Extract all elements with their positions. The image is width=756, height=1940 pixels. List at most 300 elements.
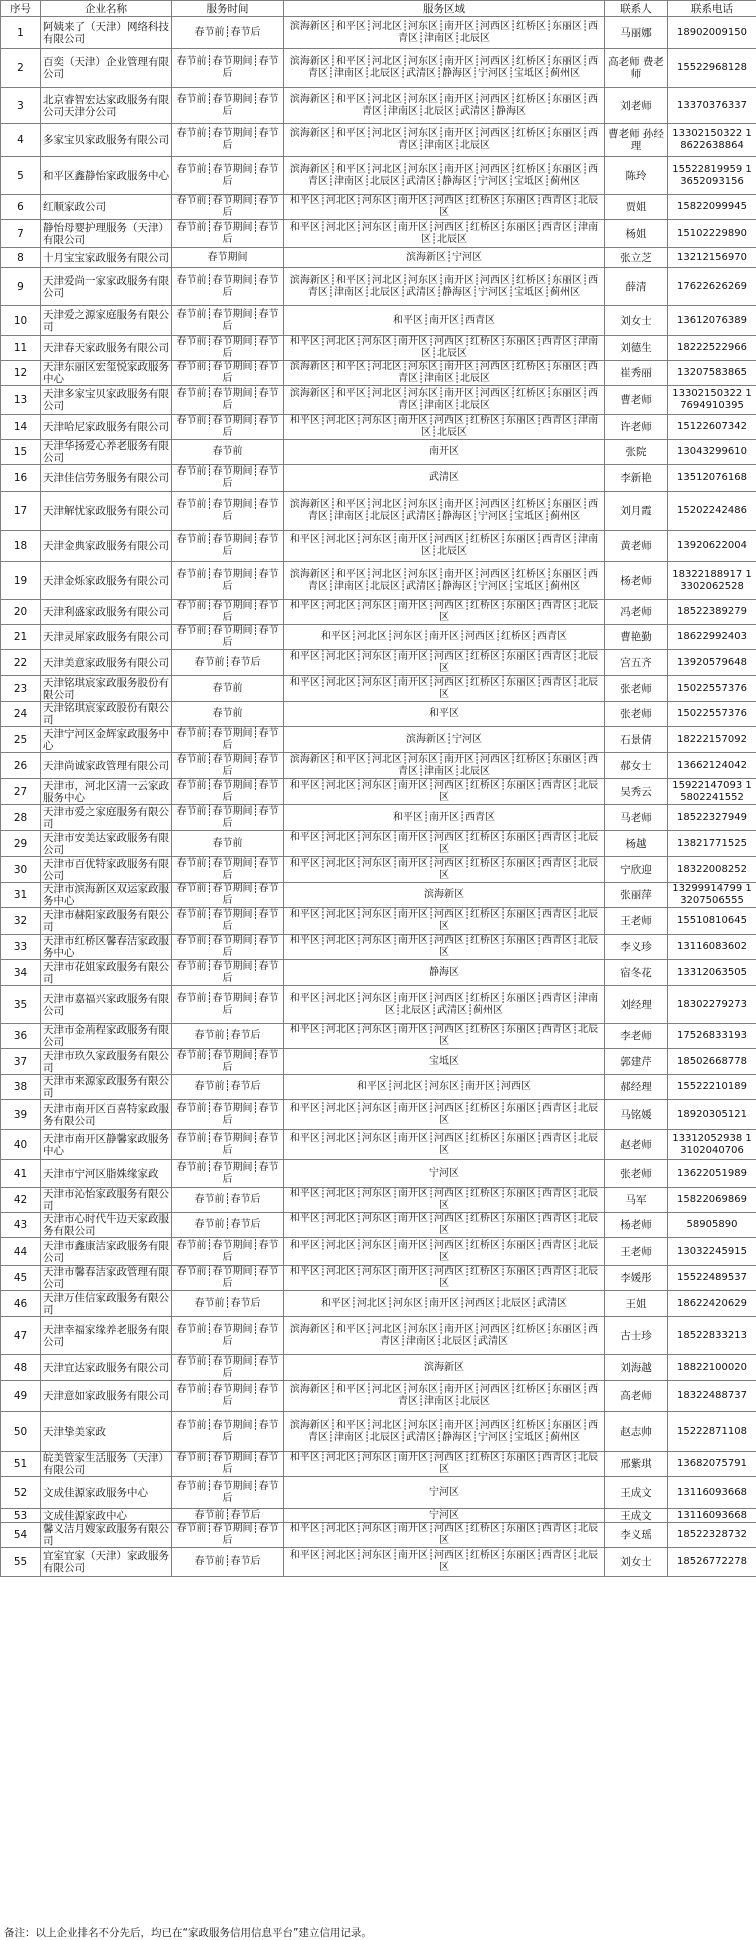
row-index: 50 — [1, 1412, 41, 1452]
service-time: 春节前┊春节后 — [172, 1024, 284, 1049]
row-index: 3 — [1, 88, 41, 124]
service-time: 春节前┊春节期间┊春节后 — [172, 1355, 284, 1381]
service-time: 春节前 — [172, 676, 284, 702]
table-row — [1, 220, 756, 248]
row-index: 36 — [1, 1024, 41, 1049]
company-name: 天津多家宝贝家政服务有限公司 — [41, 386, 172, 415]
row-index: 4 — [1, 124, 41, 157]
contact-person: 王成文 — [605, 1477, 668, 1509]
row-index: 6 — [1, 195, 41, 220]
service-area: 和平区┊河北区┊河东区┊南开区┊河西区┊红桥区┊东丽区┊西青区┊北辰区 — [284, 1213, 605, 1238]
row-index: 17 — [1, 492, 41, 531]
contact-person: 宿冬花 — [605, 960, 668, 986]
contact-phone: 18622420629 — [668, 1291, 756, 1317]
service-time: 春节前 — [172, 440, 284, 465]
service-time: 春节前┊春节期间┊春节后 — [172, 727, 284, 753]
row-index: 39 — [1, 1100, 41, 1130]
service-time: 春节前┊春节期间┊春节后 — [172, 935, 284, 960]
contact-person: 赵老师 — [605, 1130, 668, 1160]
table-row — [1, 1523, 756, 1548]
row-index: 11 — [1, 336, 41, 361]
table-row — [1, 1509, 756, 1523]
row-index: 30 — [1, 857, 41, 883]
table-row — [1, 440, 756, 465]
service-area: 滨海新区┊和平区┊河北区┊河东区┊南开区┊河西区┊红桥区┊东丽区┊西青区┊津南区┊北辰区┊武清区┊静海区┊宁河区┊宝坻区┊蓟州区 — [284, 268, 605, 306]
table-row — [1, 805, 756, 831]
row-index: 20 — [1, 600, 41, 625]
company-name: 天津市来源家政服务有限公司 — [41, 1075, 172, 1100]
company-name: 和平区鑫静怡家政服务中心 — [41, 157, 172, 195]
service-area: 滨海新区┊宁河区 — [284, 248, 605, 268]
service-time: 春节前┊春节期间┊春节后 — [172, 1238, 284, 1266]
row-index: 49 — [1, 1381, 41, 1412]
service-area: 和平区┊河北区┊河东区┊南开区┊河西区┊红桥区┊东丽区┊西青区┊北辰区 — [284, 831, 605, 857]
row-index: 14 — [1, 415, 41, 440]
contact-phone: 18302279273 — [668, 986, 756, 1024]
contact-person: 高老师 — [605, 1381, 668, 1412]
service-area: 和平区┊河北区┊河东区┊南开区┊河西区┊红桥区┊东丽区┊西青区┊北辰区 — [284, 935, 605, 960]
service-area: 南开区 — [284, 440, 605, 465]
service-area: 和平区┊河北区┊河东区┊南开区┊河西区┊红桥区┊东丽区┊西青区┊津南区┊北辰区 — [284, 336, 605, 361]
table-row — [1, 883, 756, 908]
contact-person: 许老师 — [605, 415, 668, 440]
service-area: 滨海新区┊和平区┊河北区┊河东区┊南开区┊河西区┊红桥区┊东丽区┊西青区┊津南区┊北辰区 — [284, 1381, 605, 1412]
contact-phone: 13920579648 — [668, 650, 756, 676]
table-row — [1, 1213, 756, 1238]
company-name: 天津爱之源家庭服务有限公司 — [41, 306, 172, 336]
row-index: 54 — [1, 1523, 41, 1548]
table-row — [1, 1238, 756, 1266]
service-time: 春节前┊春节后 — [172, 1213, 284, 1238]
company-name: 天津市爱之家庭服务有限公司 — [41, 805, 172, 831]
company-name: 文成佳源家政中心 — [41, 1509, 172, 1523]
company-name: 馨义洁月嫂家政服务有限公司 — [41, 1523, 172, 1548]
contact-person: 宁欣迎 — [605, 857, 668, 883]
contact-person: 杨老师 — [605, 562, 668, 600]
service-area: 和平区┊河北区┊河东区┊南开区┊河西区┊红桥区┊东丽区┊西青区┊津南区┊北辰区┊武清区┊蓟州区 — [284, 986, 605, 1024]
contact-person: 张院 — [605, 440, 668, 465]
contact-phone: 13612076389 — [668, 306, 756, 336]
table-row — [1, 1291, 756, 1317]
contact-phone: 13312063505 — [668, 960, 756, 986]
contact-person: 杨越 — [605, 831, 668, 857]
company-name: 天津尚诚家政管理有限公司 — [41, 753, 172, 779]
company-name: 天津幸福家缘养老服务有限公司 — [41, 1317, 172, 1355]
contact-phone: 13312052938 13102040706 — [668, 1130, 756, 1160]
contact-person: 马军 — [605, 1188, 668, 1213]
service-time: 春节前┊春节期间┊春节后 — [172, 1100, 284, 1130]
service-time: 春节前 — [172, 831, 284, 857]
contact-phone: 18522327949 — [668, 805, 756, 831]
table-row — [1, 650, 756, 676]
company-name: 天津利盛家政服务有限公司 — [41, 600, 172, 625]
contact-phone: 18222157092 — [668, 727, 756, 753]
service-time: 春节前┊春节期间┊春节后 — [172, 465, 284, 492]
company-name: 静怡母婴护理服务（天津）有限公司 — [41, 220, 172, 248]
service-time: 春节前┊春节期间┊春节后 — [172, 49, 284, 88]
table-row — [1, 562, 756, 600]
table-row — [1, 531, 756, 562]
contact-phone: 15822099945 — [668, 195, 756, 220]
row-index: 44 — [1, 1238, 41, 1266]
contact-phone: 13512076168 — [668, 465, 756, 492]
row-index: 26 — [1, 753, 41, 779]
row-index: 15 — [1, 440, 41, 465]
table-row — [1, 1130, 756, 1160]
contact-phone: 17526833193 — [668, 1024, 756, 1049]
service-time: 春节前┊春节期间┊春节后 — [172, 1130, 284, 1160]
service-area: 和平区┊河北区┊河东区┊南开区┊河西区┊北辰区┊武清区 — [284, 1291, 605, 1317]
table-row — [1, 1188, 756, 1213]
table-row — [1, 1160, 756, 1188]
service-area: 滨海新区┊和平区┊河北区┊河东区┊南开区┊河西区┊红桥区┊东丽区┊西青区┊津南区┊北辰区 — [284, 124, 605, 157]
service-area: 和平区┊河北区┊河东区┊南开区┊河西区┊红桥区┊东丽区┊西青区┊北辰区 — [284, 1130, 605, 1160]
service-time: 春节前┊春节期间┊春节后 — [172, 960, 284, 986]
row-index: 35 — [1, 986, 41, 1024]
contact-phone: 13821771525 — [668, 831, 756, 857]
service-time: 春节前┊春节期间┊春节后 — [172, 1523, 284, 1548]
table-row — [1, 1317, 756, 1355]
contact-person: 王老师 — [605, 908, 668, 935]
contact-phone: 17622626269 — [668, 268, 756, 306]
service-time: 春节前┊春节期间┊春节后 — [172, 415, 284, 440]
service-area: 滨海新区┊宁河区 — [284, 727, 605, 753]
contact-person: 刘老师 — [605, 88, 668, 124]
service-area: 滨海新区┊和平区┊河北区┊河东区┊南开区┊河西区┊红桥区┊东丽区┊西青区┊津南区┊北辰区 — [284, 361, 605, 386]
company-name: 天津市百优特家政服务有限公司 — [41, 857, 172, 883]
contact-person: 刘女士 — [605, 1548, 668, 1577]
contact-person: 薛清 — [605, 268, 668, 306]
contact-person: 杨老师 — [605, 1213, 668, 1238]
service-time: 春节前┊春节期间┊春节后 — [172, 986, 284, 1024]
contact-person: 张老师 — [605, 702, 668, 727]
service-time: 春节前┊春节期间┊春节后 — [172, 1049, 284, 1075]
service-area: 和平区┊河北区┊河东区┊南开区┊河西区┊红桥区┊东丽区┊西青区┊北辰区 — [284, 1188, 605, 1213]
contact-phone: 15822069869 — [668, 1188, 756, 1213]
contact-person: 郭建芹 — [605, 1049, 668, 1075]
company-name: 天津铭琪宸家政股份有限公司 — [41, 702, 172, 727]
service-time: 春节前┊春节期间┊春节后 — [172, 1452, 284, 1477]
service-time: 春节前┊春节后 — [172, 17, 284, 49]
footnote: 备注：以上企业排名不分先后，均已在“家政服务信用信息平台”建立信用记录。 — [4, 1927, 372, 1939]
contact-phone: 13299914799 13207506555 — [668, 883, 756, 908]
company-name: 天津解忧家政服务有限公司 — [41, 492, 172, 531]
company-name: 天津美意家政服务有限公司 — [41, 650, 172, 676]
contact-person: 郝女士 — [605, 753, 668, 779]
service-area: 滨海新区 — [284, 1355, 605, 1381]
contact-phone: 15122607342 — [668, 415, 756, 440]
row-index: 42 — [1, 1188, 41, 1213]
contact-person: 刘经理 — [605, 986, 668, 1024]
company-name: 天津灵犀家政服务有限公司 — [41, 625, 172, 650]
service-area: 和平区┊河北区┊河东区┊南开区┊河西区┊红桥区┊东丽区┊西青区┊北辰区 — [284, 1266, 605, 1291]
service-area: 和平区┊河北区┊河东区┊南开区┊河西区┊红桥区┊东丽区┊西青区┊津南区┊北辰区 — [284, 415, 605, 440]
company-name: 宜室宜家（天津）家政服务有限公司 — [41, 1548, 172, 1577]
contact-phone: 13207583865 — [668, 361, 756, 386]
table-row — [1, 1452, 756, 1477]
row-index: 33 — [1, 935, 41, 960]
row-index: 55 — [1, 1548, 41, 1577]
table-row — [1, 1266, 756, 1291]
service-area: 和平区┊河北区┊河东区┊南开区┊河西区┊红桥区┊东丽区┊西青区┊北辰区 — [284, 600, 605, 625]
table-row — [1, 702, 756, 727]
company-name: 天津东丽区宏玺悦家政服务中心 — [41, 361, 172, 386]
service-area: 和平区┊河北区┊河东区┊南开区┊河西区┊红桥区┊东丽区┊西青区┊津南区┊北辰区 — [284, 220, 605, 248]
header-service-area: 服务区域 — [284, 1, 605, 17]
table-row — [1, 676, 756, 702]
company-name: 天津铭琪宸家政服务股份有限公司 — [41, 676, 172, 702]
contact-phone: 18522328732 — [668, 1523, 756, 1548]
company-name: 多家宝贝家政服务有限公司 — [41, 124, 172, 157]
company-name: 天津挚美家政 — [41, 1412, 172, 1452]
contact-person: 刘月霞 — [605, 492, 668, 531]
service-time: 春节前┊春节期间┊春节后 — [172, 1477, 284, 1509]
row-index: 29 — [1, 831, 41, 857]
table-row — [1, 17, 756, 49]
table-row — [1, 753, 756, 779]
contact-person: 崔秀丽 — [605, 361, 668, 386]
contact-person: 王姐 — [605, 1291, 668, 1317]
table-row — [1, 88, 756, 124]
company-name: 天津宜达家政服务有限公司 — [41, 1355, 172, 1381]
table-row — [1, 1100, 756, 1130]
table-row — [1, 1548, 756, 1577]
contact-person: 邢紫琪 — [605, 1452, 668, 1477]
service-time: 春节前┊春节期间┊春节后 — [172, 600, 284, 625]
service-area: 和平区┊河北区┊河东区┊南开区┊河西区┊红桥区┊东丽区┊西青区┊北辰区 — [284, 195, 605, 220]
contact-phone: 18322488737 — [668, 1381, 756, 1412]
contact-person: 曹老师 — [605, 386, 668, 415]
service-time: 春节前┊春节期间┊春节后 — [172, 336, 284, 361]
company-name: 北京睿智宏达家政服务有限公司天津分公司 — [41, 88, 172, 124]
header-contact: 联系人 — [605, 1, 668, 17]
contact-phone: 13043299610 — [668, 440, 756, 465]
table-header-row — [1, 1, 756, 17]
service-time: 春节前┊春节期间┊春节后 — [172, 306, 284, 336]
contact-phone: 13622051989 — [668, 1160, 756, 1188]
service-time: 春节前┊春节期间┊春节后 — [172, 779, 284, 805]
service-time: 春节前┊春节期间┊春节后 — [172, 531, 284, 562]
service-area: 和平区┊河北区┊河东区┊南开区┊河西区┊红桥区┊东丽区┊西青区┊北辰区 — [284, 1024, 605, 1049]
contact-phone: 18822100020 — [668, 1355, 756, 1381]
header-company: 企业名称 — [41, 1, 172, 17]
contact-phone: 15922147093 15802241552 — [668, 779, 756, 805]
contact-person: 李媛彤 — [605, 1266, 668, 1291]
row-index: 43 — [1, 1213, 41, 1238]
service-area: 和平区┊南开区┊西青区 — [284, 306, 605, 336]
table-row — [1, 779, 756, 805]
contact-phone: 13662124042 — [668, 753, 756, 779]
header-index: 序号 — [1, 1, 41, 17]
row-index: 37 — [1, 1049, 41, 1075]
row-index: 23 — [1, 676, 41, 702]
table-row — [1, 49, 756, 88]
service-time: 春节前┊春节期间┊春节后 — [172, 753, 284, 779]
contact-person: 赵志帅 — [605, 1412, 668, 1452]
contact-phone: 15022557376 — [668, 702, 756, 727]
table-row — [1, 727, 756, 753]
service-time: 春节前┊春节后 — [172, 1188, 284, 1213]
company-name: 天津市心时代牛边天家政服务有限公司 — [41, 1213, 172, 1238]
contact-person: 杨姐 — [605, 220, 668, 248]
contact-person: 陈玲 — [605, 157, 668, 195]
service-time: 春节前┊春节期间┊春节后 — [172, 268, 284, 306]
contact-person: 张老师 — [605, 1160, 668, 1188]
company-name: 十月宝宝家政服务有限公司 — [41, 248, 172, 268]
contact-phone: 13682075791 — [668, 1452, 756, 1477]
service-time: 春节前┊春节期间┊春节后 — [172, 1381, 284, 1412]
company-name: 天津华扬爱心养老服务有限公司 — [41, 440, 172, 465]
company-name: 天津市鑫康洁家政服务有限公司 — [41, 1238, 172, 1266]
service-area: 滨海新区┊和平区┊河北区┊河东区┊南开区┊河西区┊红桥区┊东丽区┊西青区┊津南区┊北辰区┊武清区┊静海区 — [284, 88, 605, 124]
contact-phone: 18522833213 — [668, 1317, 756, 1355]
service-time: 春节前┊春节期间┊春节后 — [172, 124, 284, 157]
contact-phone: 13302150322 18622638864 — [668, 124, 756, 157]
row-index: 12 — [1, 361, 41, 386]
contact-phone: 18920305121 — [668, 1100, 756, 1130]
table-row — [1, 1024, 756, 1049]
company-name: 天津意如家政服务有限公司 — [41, 1381, 172, 1412]
service-time: 春节前┊春节期间┊春节后 — [172, 883, 284, 908]
company-name: 天津市沁怡家政服务有限公司 — [41, 1188, 172, 1213]
service-area: 滨海新区┊和平区┊河北区┊河东区┊南开区┊河西区┊红桥区┊东丽区┊西青区┊津南区┊北辰区┊武清区┊静海区┊宁河区┊宝坻区┊蓟州区 — [284, 49, 605, 88]
table-row — [1, 306, 756, 336]
contact-phone: 18322008252 — [668, 857, 756, 883]
table-row — [1, 1412, 756, 1452]
service-time: 春节前┊春节期间┊春节后 — [172, 562, 284, 600]
contact-person: 高老师 费老师 — [605, 49, 668, 88]
service-area: 和平区┊河北区┊河东区┊南开区┊河西区┊红桥区┊东丽区┊西青区┊北辰区 — [284, 1523, 605, 1548]
row-index: 31 — [1, 883, 41, 908]
contact-phone: 13116093668 — [668, 1477, 756, 1509]
contact-person: 冯老师 — [605, 600, 668, 625]
service-area: 和平区┊河北区┊河东区┊南开区┊河西区┊红桥区┊东丽区┊西青区┊北辰区 — [284, 908, 605, 935]
service-area: 滨海新区 — [284, 883, 605, 908]
row-index: 13 — [1, 386, 41, 415]
company-name: 文成佳源家政服务中心 — [41, 1477, 172, 1509]
table-row — [1, 492, 756, 531]
company-name: 天津哈尼家政服务有限公司 — [41, 415, 172, 440]
contact-phone: 15022557376 — [668, 676, 756, 702]
table-row — [1, 960, 756, 986]
contact-person: 刘德生 — [605, 336, 668, 361]
company-name: 天津市滨海新区双运家政服务中心 — [41, 883, 172, 908]
row-index: 8 — [1, 248, 41, 268]
service-area: 滨海新区┊和平区┊河北区┊河东区┊南开区┊河西区┊红桥区┊东丽区┊西青区┊津南区┊北辰区┊武清区┊静海区┊宁河区┊宝坻区┊蓟州区 — [284, 492, 605, 531]
contact-phone: 15510810645 — [668, 908, 756, 935]
service-area: 和平区 — [284, 702, 605, 727]
row-index: 28 — [1, 805, 41, 831]
service-time: 春节前┊春节期间┊春节后 — [172, 195, 284, 220]
contact-person: 李义瑶 — [605, 1523, 668, 1548]
table-row — [1, 1355, 756, 1381]
contact-phone: 15522489537 — [668, 1266, 756, 1291]
row-index: 21 — [1, 625, 41, 650]
table-row — [1, 908, 756, 935]
company-name: 天津爱尚一家家政服务有限公司 — [41, 268, 172, 306]
table-row — [1, 415, 756, 440]
contact-person: 郝经理 — [605, 1075, 668, 1100]
service-time: 春节前┊春节期间┊春节后 — [172, 1317, 284, 1355]
contact-phone: 13302150322 17694910395 — [668, 386, 756, 415]
contact-phone: 18526772278 — [668, 1548, 756, 1577]
service-area: 武清区 — [284, 465, 605, 492]
service-time: 春节前┊春节期间┊春节后 — [172, 1266, 284, 1291]
contact-person: 石景倩 — [605, 727, 668, 753]
service-area: 宁河区 — [284, 1160, 605, 1188]
company-name: 天津市馨春洁家政管理有限公司 — [41, 1266, 172, 1291]
company-name: 天津金典家政服务有限公司 — [41, 531, 172, 562]
row-index: 9 — [1, 268, 41, 306]
contact-phone: 18622992403 — [668, 625, 756, 650]
contact-phone: 18322188917 13302062528 — [668, 562, 756, 600]
row-index: 53 — [1, 1509, 41, 1523]
service-time: 春节前┊春节后 — [172, 1075, 284, 1100]
row-index: 10 — [1, 306, 41, 336]
table-row — [1, 986, 756, 1024]
contact-phone: 13370376337 — [668, 88, 756, 124]
service-time: 春节前 — [172, 702, 284, 727]
header-service-time: 服务时间 — [172, 1, 284, 17]
company-name: 皖美管家生活服务（天津）有限公司 — [41, 1452, 172, 1477]
row-index: 38 — [1, 1075, 41, 1100]
contact-person: 马老师 — [605, 805, 668, 831]
service-time: 春节前┊春节期间┊春节后 — [172, 857, 284, 883]
service-area: 和平区┊河北区┊河东区┊南开区┊河西区┊红桥区┊东丽区┊西青区┊津南区┊北辰区 — [284, 531, 605, 562]
contact-person: 吴秀云 — [605, 779, 668, 805]
contact-person: 李新艳 — [605, 465, 668, 492]
service-area: 和平区┊河北区┊河东区┊南开区┊河西区┊红桥区┊东丽区┊西青区┊北辰区 — [284, 1452, 605, 1477]
service-time: 春节前┊春节期间┊春节后 — [172, 386, 284, 415]
company-name: 天津市金荊程家政服务有限公司 — [41, 1024, 172, 1049]
contact-person: 黄老师 — [605, 531, 668, 562]
table-row — [1, 361, 756, 386]
service-time: 春节前┊春节期间┊春节后 — [172, 908, 284, 935]
contact-phone: 13212156970 — [668, 248, 756, 268]
service-area: 和平区┊河北区┊河东区┊南开区┊河西区┊红桥区┊西青区 — [284, 625, 605, 650]
company-name: 天津市红桥区馨春洁家政服务中心 — [41, 935, 172, 960]
contact-phone: 13116083602 — [668, 935, 756, 960]
service-area: 和平区┊河北区┊河东区┊南开区┊河西区 — [284, 1075, 605, 1100]
service-time: 春节前┊春节后 — [172, 650, 284, 676]
service-area: 和平区┊河北区┊河东区┊南开区┊河西区┊红桥区┊东丽区┊西青区┊北辰区 — [284, 1100, 605, 1130]
service-area: 滨海新区┊和平区┊河北区┊河东区┊南开区┊河西区┊红桥区┊东丽区┊西青区┊津南区┊北辰区 — [284, 753, 605, 779]
row-index: 40 — [1, 1130, 41, 1160]
row-index: 2 — [1, 49, 41, 88]
company-name: 百奕（天津）企业管理有限公司 — [41, 49, 172, 88]
table-row — [1, 1075, 756, 1100]
service-area: 和平区┊河北区┊河东区┊南开区┊河西区┊红桥区┊东丽区┊西青区┊北辰区 — [284, 1238, 605, 1266]
row-index: 48 — [1, 1355, 41, 1381]
service-time: 春节前┊春节期间┊春节后 — [172, 1412, 284, 1452]
company-name: 天津市，河北区清一云家政服务中心 — [41, 779, 172, 805]
row-index: 32 — [1, 908, 41, 935]
contact-person: 马铭媛 — [605, 1100, 668, 1130]
table-row — [1, 600, 756, 625]
company-name: 天津市南开区静馨家政服务中心 — [41, 1130, 172, 1160]
table-row — [1, 857, 756, 883]
table-row — [1, 465, 756, 492]
service-time: 春节前┊春节期间┊春节后 — [172, 1160, 284, 1188]
contact-person: 张丽萍 — [605, 883, 668, 908]
contact-person: 张老师 — [605, 676, 668, 702]
service-area: 宁河区 — [284, 1509, 605, 1523]
table-row — [1, 157, 756, 195]
table-row — [1, 248, 756, 268]
row-index: 19 — [1, 562, 41, 600]
contact-person: 曹艳勤 — [605, 625, 668, 650]
company-name: 天津市南开区百喜特家政服务有限公司 — [41, 1100, 172, 1130]
